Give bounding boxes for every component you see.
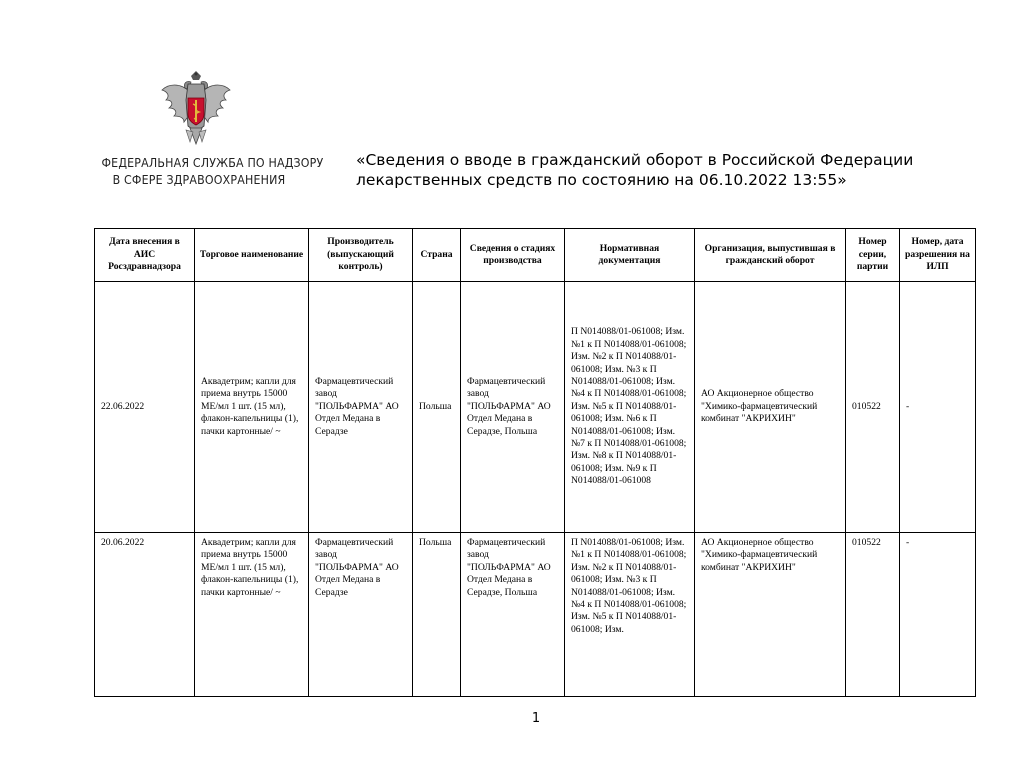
cell-series: 010522	[846, 533, 900, 697]
agency-name-line2: В СФЕРЕ ЗДРАВООХРАНЕНИЯ	[112, 173, 286, 187]
column-header-manufacturer: Производитель (выпускающий контроль)	[309, 229, 413, 282]
cell-manufacturer: Фармацевтический завод "ПОЛЬФАРМА" АО Отдел Медана в Серадзе	[309, 533, 413, 697]
cell-country: Польша	[413, 533, 461, 697]
cell-docs	[565, 533, 695, 697]
column-header-docs: Нормативная документация	[565, 229, 695, 282]
document-title	[356, 150, 916, 190]
cell-stages: Фармацевтический завод "ПОЛЬФАРМА" АО Отдел Медана в Серадзе, Польша	[461, 282, 565, 533]
cell-series: 010522	[846, 282, 900, 533]
cell-permit: -	[900, 282, 976, 533]
cell-country: Польша	[413, 282, 461, 533]
registry-table	[94, 228, 976, 697]
column-header-date: Дата внесения в АИС Росздравнадзора	[95, 229, 195, 282]
table-row	[95, 282, 976, 533]
document-title-line2: лекарственных средств по состоянию на 06.10.2022 13:55»	[356, 171, 847, 189]
cell-docs: П N014088/01-061008; Изм. №1 к П N014088/01-061008; Изм. №2 к П N014088/01-061008; Изм. №3 к П N014088/01-061008; Изм. №4 к П N014088/01-061008; Изм. №5 к П N014088/01-061008; Изм. №6 к П N014088/01-061008; Изм. №7 к П N014088/01-061008; Изм. №8 к П N014088/01-061008; Изм. №9 к П N014088/01-061008	[565, 282, 695, 533]
column-header-permit: Номер, дата разрешения на ИЛП	[900, 229, 976, 282]
column-header-country: Страна	[413, 229, 461, 282]
cell-date: 22.06.2022	[95, 282, 195, 533]
double-headed-eagle-emblem-icon	[160, 70, 232, 152]
cell-manufacturer: Фармацевтический завод "ПОЛЬФАРМА" АО Отдел Медана в Серадзе	[309, 282, 413, 533]
table-header-row	[95, 229, 976, 282]
cell-organization: АО Акционерное общество "Химико-фармацевтический комбинат "АКРИХИН"	[695, 282, 846, 533]
cell-organization: АО Акционерное общество "Химико-фармацевтический комбинат "АКРИХИН"	[695, 533, 846, 697]
page-number: 1	[531, 711, 541, 726]
cell-trade-name: Аквадетрим; капли для приема внутрь 15000 МЕ/мл 1 шт. (15 мл), флакон-капельницы (1), пачки картонные/ ~	[195, 282, 309, 533]
column-header-stages: Сведения о стадиях производства	[461, 229, 565, 282]
table-row	[95, 533, 976, 697]
cell-docs-text: П N014088/01-061008; Изм. №1 к П N014088/01-061008; Изм. №2 к П N014088/01-061008; Изм. №3 к П N014088/01-061008; Изм. №4 к П N014088/01-061008; Изм. №5 к П N014088/01-061008; Изм.	[571, 537, 687, 635]
cell-stages: Фармацевтический завод "ПОЛЬФАРМА" АО Отдел Медана в Серадзе, Польша	[461, 533, 565, 697]
agency-name-line1: ФЕДЕРАЛЬНАЯ СЛУЖБА ПО НАДЗОРУ	[101, 156, 324, 170]
document-title-line1: «Сведения о вводе в гражданский оборот в Российской Федерации	[356, 151, 914, 169]
column-header-series: Номер серии, партии	[846, 229, 900, 282]
column-header-organization: Организация, выпустившая в гражданский оборот	[695, 229, 846, 282]
cell-trade-name: Аквадетрим; капли для приема внутрь 15000 МЕ/мл 1 шт. (15 мл), флакон-капельницы (1), пачки картонные/ ~	[195, 533, 309, 697]
column-header-trade-name: Торговое наименование	[195, 229, 309, 282]
agency-name	[101, 155, 324, 189]
cell-date: 20.06.2022	[95, 533, 195, 697]
cell-permit: -	[900, 533, 976, 697]
